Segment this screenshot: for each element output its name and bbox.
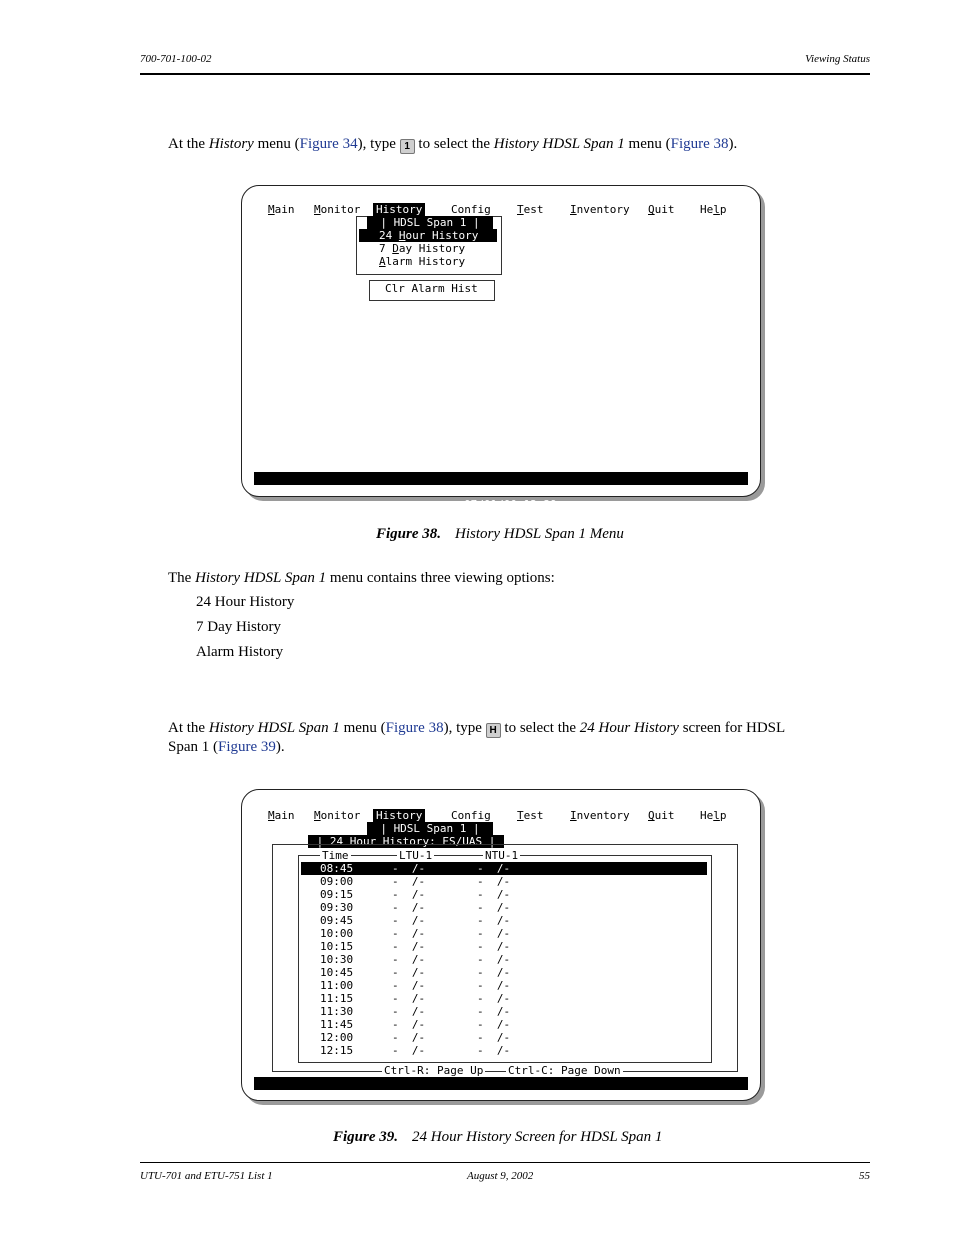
row-ntu-1: - /- — [477, 1031, 511, 1044]
row-ltu-1: - /- — [392, 875, 426, 888]
status-ltu-2: LTU — [673, 1116, 693, 1129]
row-ntu-1: - /- — [477, 888, 511, 901]
row-ltu-1: - /- — [392, 1005, 426, 1018]
link-figure-38[interactable]: Figure 38 — [670, 136, 729, 152]
menu-history-2[interactable]: History — [373, 809, 425, 822]
row-ntu-1: - /- — [477, 901, 511, 914]
status-datetime: 07/01/00 12:39 — [464, 498, 557, 511]
row-ltu-1: - /- — [392, 1031, 426, 1044]
menu-inventory[interactable]: Inventory — [570, 203, 630, 216]
footer-rule — [140, 1162, 870, 1163]
row-time: 11:45 — [320, 1018, 354, 1031]
row-time: 10:00 — [320, 927, 354, 940]
column-header-ntu-1: NTU-1 — [485, 849, 519, 862]
row-ntu-1: - /- — [477, 953, 511, 966]
menu-inventory-2[interactable]: Inventory — [570, 809, 630, 822]
row-ltu-1: - /- — [392, 927, 426, 940]
menu-help[interactable]: Help — [700, 203, 727, 216]
menu-help-2[interactable]: Help — [700, 809, 727, 822]
submenu-title: | HDSL Span 1 | — [367, 216, 493, 229]
row-time: 12:15 — [320, 1044, 354, 1057]
status-mode: NORMAL — [706, 524, 746, 537]
menu-quit[interactable]: Quit — [648, 203, 675, 216]
paragraph-3: At the History HDSL Span 1 menu (Figure 38), type H to select the 24 Hour History screen for HDSL Span 1 (Figure 39). — [168, 720, 786, 755]
menu-history[interactable]: History — [373, 203, 425, 216]
row-ltu-1: - /- — [392, 992, 426, 1005]
row-time: 10:30 — [320, 953, 354, 966]
footer-product: UTU-701 and ETU-751 List 1 — [140, 1170, 273, 1182]
status-ltu: LTU — [673, 511, 693, 524]
row-time: 09:30 — [320, 901, 354, 914]
row-time: 09:15 — [320, 888, 354, 901]
menu-main-2[interactable]: Main — [268, 809, 295, 822]
row-time: 11:00 — [320, 979, 354, 992]
paragraph-2: The History HDSL Span 1 menu contains three viewing options: — [168, 570, 555, 586]
menu-quit-2[interactable]: Quit — [648, 809, 675, 822]
row-time: 09:00 — [320, 875, 354, 888]
footer-page-number: 55 — [859, 1170, 870, 1182]
option-7-day-history: 7 Day History — [196, 619, 281, 635]
row-time: 12:00 — [320, 1031, 354, 1044]
column-header-time: Time — [322, 849, 349, 862]
row-ltu-1: - /- — [392, 901, 426, 914]
key-h-icon: H — [486, 723, 501, 738]
header-rule — [140, 73, 870, 75]
status-id: ID: PairGain — [256, 485, 336, 498]
row-time: 08:45 — [320, 862, 354, 875]
row-time: 11:30 — [320, 1005, 354, 1018]
menu-item-alarm-history[interactable]: Alarm History — [379, 255, 466, 268]
row-ntu-1: - /- — [477, 914, 511, 927]
row-ltu-1: - /- — [392, 888, 426, 901]
option-alarm-history: Alarm History — [196, 644, 284, 660]
column-header-ltu-1: LTU-1 — [399, 849, 433, 862]
row-time: 10:15 — [320, 940, 354, 953]
row-ltu-1: - /- — [392, 966, 426, 979]
menu-test[interactable]: Test — [517, 203, 544, 216]
figure-38-caption: Figure 38. History HDSL Span 1 Menu — [376, 526, 624, 542]
page-up-hint: Ctrl-R: Page Up — [384, 1064, 484, 1077]
status-id-2: ID: PairGain — [256, 1090, 336, 1103]
link-figure-38-b[interactable]: Figure 38 — [385, 720, 444, 736]
menu-test-2[interactable]: Test — [517, 809, 544, 822]
menu-item-24-hour-history[interactable]: 24 Hour History — [359, 229, 497, 242]
header-section: Viewing Status — [805, 53, 870, 65]
row-ntu-1: - /- — [477, 992, 511, 1005]
menu-item-7-day-history[interactable]: 7 Day History — [379, 242, 466, 255]
submenu-title-2: | HDSL Span 1 | — [367, 822, 493, 835]
link-figure-34[interactable]: Figure 34 — [299, 136, 358, 152]
footer-date: August 9, 2002 — [467, 1170, 534, 1182]
row-time: 09:45 — [320, 914, 354, 927]
status-mode-2: NORMAL — [706, 1129, 746, 1142]
menu-monitor-2[interactable]: Monitor — [314, 809, 361, 822]
status-datetime-2: 07/01/00 12:43 — [464, 1103, 557, 1116]
link-figure-39[interactable]: Figure 39 — [218, 739, 276, 755]
row-ltu-1: - /- — [392, 1018, 426, 1031]
row-ntu-1: - /- — [477, 966, 511, 979]
row-ltu-1: - /- — [392, 940, 426, 953]
row-ntu-1: - /- — [477, 927, 511, 940]
page-down-hint: Ctrl-C: Page Down — [508, 1064, 621, 1077]
row-ltu-1: - /- — [392, 862, 426, 875]
row-ltu-1: - /- — [392, 914, 426, 927]
history-subtitle: | 24 Hour History: ES/UAS | — [308, 835, 504, 848]
row-ltu-1: - /- — [392, 953, 426, 966]
clr-alarm-hist-button[interactable]: Clr Alarm Hist — [385, 282, 478, 295]
row-ntu-1: - /- — [477, 979, 511, 992]
header-doc-number: 700-701-100-02 — [140, 53, 212, 65]
row-ntu-1: - /- — [477, 875, 511, 888]
menu-main[interactable]: Main — [268, 203, 295, 216]
row-ntu-1: - /- — [477, 1005, 511, 1018]
menu-config[interactable]: Config — [451, 203, 491, 216]
menu-config-2[interactable]: Config — [451, 809, 491, 822]
row-ntu-1: - /- — [477, 1044, 511, 1057]
figure-39-caption: Figure 39. 24 Hour History Screen for HDSL Span 1 — [333, 1129, 663, 1145]
row-ntu-1: - /- — [477, 940, 511, 953]
row-ntu-1: - /- — [477, 1018, 511, 1031]
row-ltu-1: - /- — [392, 1044, 426, 1057]
row-ntu-1: - /- — [477, 862, 511, 875]
row-time: 10:45 — [320, 966, 354, 979]
row-ltu-1: - /- — [392, 979, 426, 992]
key-1-icon: 1 — [400, 139, 415, 154]
option-24-hour-history: 24 Hour History — [196, 594, 295, 610]
row-time: 11:15 — [320, 992, 354, 1005]
paragraph-1: At the History menu (Figure 34), type 1 to select the History HDSL Span 1 menu (Figure 38). — [168, 136, 738, 152]
menu-monitor[interactable]: Monitor — [314, 203, 361, 216]
